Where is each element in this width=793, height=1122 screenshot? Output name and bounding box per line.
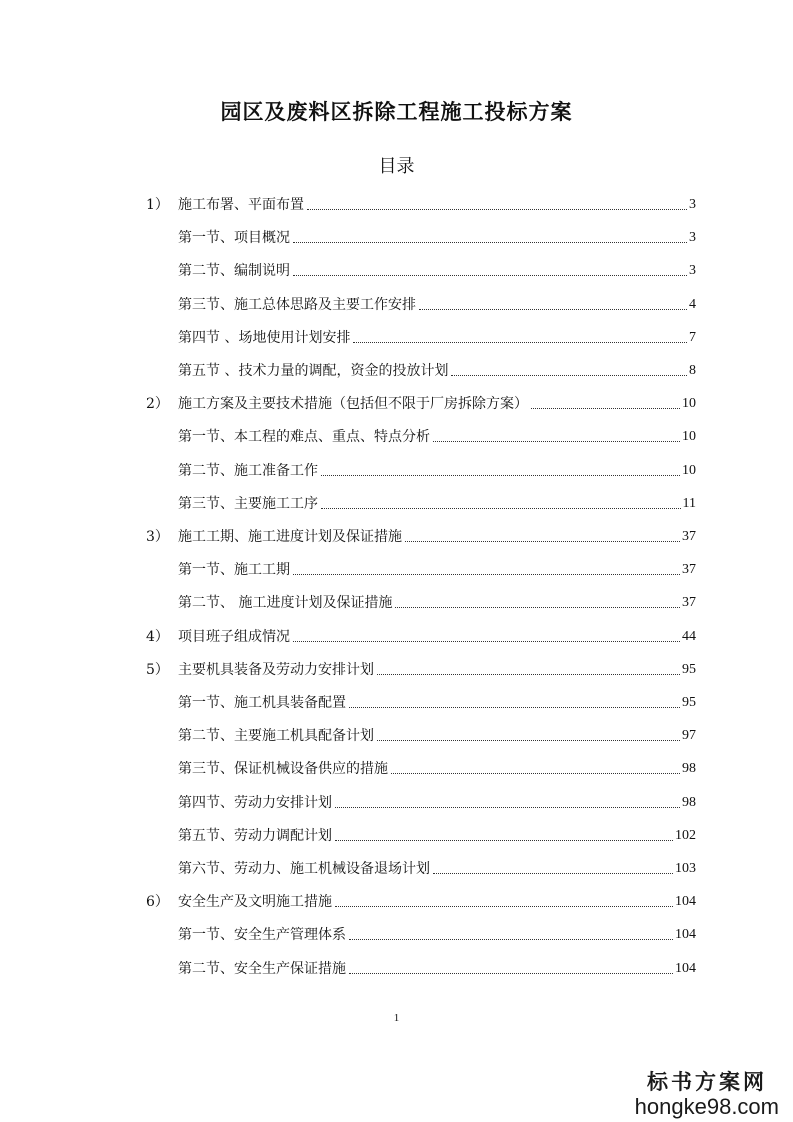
toc-entry-page: 10 [682, 396, 696, 412]
toc-entry[interactable] [178, 290, 696, 314]
toc-entry-number: 1） [146, 197, 169, 213]
toc-dot-leader [391, 772, 680, 774]
toc-entry-label: 第三节、施工总体思路及主要工作安排 [178, 296, 416, 313]
toc-dot-leader [377, 673, 680, 675]
toc-entry[interactable] [178, 555, 696, 579]
toc-entry-page: 103 [675, 861, 696, 876]
toc-entry[interactable] [146, 389, 696, 413]
toc-entry[interactable] [178, 356, 696, 380]
toc-entry-label: 第四节 、场地使用计划安排 [178, 329, 351, 346]
toc-dot-leader [335, 806, 680, 808]
toc-entry[interactable] [178, 788, 696, 812]
toc-entry[interactable] [178, 489, 696, 513]
toc-dot-leader [349, 972, 673, 974]
toc-entry-page: 3 [689, 230, 696, 246]
toc-dot-leader [451, 374, 687, 376]
toc-entry[interactable] [146, 522, 696, 546]
toc-entry[interactable] [178, 754, 696, 778]
toc-entry[interactable] [146, 655, 696, 679]
watermark-url: hongke98.com [634, 1094, 779, 1119]
toc-dot-leader [335, 839, 673, 841]
toc-entry[interactable] [178, 588, 696, 612]
toc-entry-label: 安全生产及文明施工措施 [178, 894, 332, 911]
toc-entry-number: 3） [146, 529, 169, 545]
toc-dot-leader [433, 872, 673, 874]
toc-entry-page: 8 [689, 363, 696, 378]
toc-dot-leader [293, 241, 687, 243]
toc-entry-page: 104 [675, 927, 696, 943]
toc-entry-page: 97 [682, 728, 696, 744]
toc-dot-leader [349, 706, 680, 708]
toc-entry-number: 4） [146, 628, 169, 645]
toc-dot-leader [531, 407, 680, 409]
toc-entry[interactable] [178, 223, 696, 247]
toc-entry-label: 第三节、主要施工工序 [178, 495, 318, 512]
toc-entry-label: 项目班子组成情况 [178, 628, 290, 645]
toc-entry-page: 3 [689, 263, 696, 279]
toc-entry[interactable] [146, 887, 696, 911]
toc-entry[interactable] [178, 920, 696, 944]
toc-entry-page: 11 [682, 495, 696, 511]
toc-entry-label: 第一节、施工工期 [178, 562, 290, 579]
toc-entry-label: 第二节、安全生产保证措施 [178, 960, 346, 977]
toc-dot-leader [433, 440, 680, 442]
toc-entry-label: 第五节、劳动力调配计划 [178, 827, 332, 844]
toc-entry[interactable] [178, 323, 696, 347]
toc-dot-leader [335, 905, 673, 907]
toc-entry[interactable] [178, 854, 696, 878]
toc-dot-leader [293, 274, 687, 276]
watermark-title: 标书方案网 [647, 1070, 767, 1094]
toc-entry[interactable] [178, 821, 696, 845]
toc-entry-label: 第一节、项目概况 [178, 230, 290, 247]
toc-entry-page: 95 [682, 661, 696, 677]
toc-entry-label: 第一节、安全生产管理体系 [178, 927, 346, 944]
toc-entry-label: 施工布署、平面布置 [178, 197, 304, 213]
page-number: 1 [393, 1012, 400, 1024]
toc-dot-leader [307, 208, 687, 210]
toc-entry-page: 7 [689, 329, 696, 345]
toc-entry-page: 98 [682, 794, 696, 810]
toc-entry-label: 第一节、本工程的难点、重点、特点分析 [178, 429, 430, 446]
document-title: 园区及废料区拆除工程施工投标方案 [220, 99, 573, 124]
toc-entry[interactable] [178, 256, 696, 280]
toc-entry-page: 104 [675, 894, 696, 910]
toc-dot-leader [293, 573, 680, 575]
toc-entry-page: 37 [682, 595, 696, 611]
toc-dot-leader [293, 640, 680, 642]
toc-entry-page: 10 [682, 462, 696, 478]
toc-entry-label: 第六节、劳动力、施工机械设备退场计划 [178, 861, 430, 877]
toc-entry-label: 第二节、 施工进度计划及保证措施 [178, 595, 393, 612]
toc-dot-leader [405, 540, 680, 542]
toc-entry-label: 第三节、保证机械设备供应的措施 [178, 761, 388, 778]
toc-entry-label: 第四节、劳动力安排计划 [178, 794, 332, 811]
toc-entry-page: 98 [682, 761, 696, 777]
toc-entry-label: 主要机具装备及劳动力安排计划 [178, 661, 374, 678]
toc-entry-page: 44 [682, 628, 696, 644]
toc-entry[interactable] [178, 954, 696, 978]
toc-dot-leader [395, 606, 680, 608]
toc-entry-page: 37 [682, 529, 696, 544]
toc-entry-number: 2） [146, 396, 169, 413]
toc-entry[interactable] [178, 688, 696, 712]
toc-entry-label: 第二节、编制说明 [178, 263, 290, 280]
toc-entry-label: 第二节、施工准备工作 [178, 462, 318, 479]
toc-entry-number: 5） [146, 661, 169, 678]
toc-entry-label: 第一节、施工机具装备配置 [178, 695, 346, 711]
toc-entry-label: 施工工期、施工进度计划及保证措施 [178, 529, 402, 545]
toc-dot-leader [353, 341, 687, 343]
toc-entry-label: 施工方案及主要技术措施（包括但不限于厂房拆除方案） [178, 396, 528, 413]
toc-entry-label: 第五节 、技术力量的调配，资金的投放计划 [178, 363, 449, 379]
toc-dot-leader [321, 474, 680, 476]
toc-entry-page: 102 [675, 827, 696, 843]
toc-heading: 目录 [378, 156, 415, 177]
toc-entry-page: 104 [675, 960, 696, 976]
toc-dot-leader [321, 507, 681, 509]
toc-entry-page: 3 [689, 197, 696, 212]
toc-entry[interactable] [178, 456, 696, 480]
toc-dot-leader [377, 739, 680, 741]
toc-entry-page: 4 [689, 296, 696, 312]
toc-entry-page: 10 [682, 429, 696, 445]
toc-entry[interactable] [146, 622, 696, 646]
toc-entry-page: 95 [682, 695, 696, 710]
toc-entry[interactable] [146, 190, 696, 214]
toc-entry[interactable] [178, 422, 696, 446]
toc-dot-leader [349, 938, 673, 940]
toc-entry[interactable] [178, 721, 696, 745]
toc-entry-number: 6） [146, 894, 169, 911]
toc-dot-leader [419, 308, 687, 310]
toc-entry-page: 37 [682, 562, 696, 578]
toc-entry-label: 第二节、主要施工机具配备计划 [178, 728, 374, 745]
